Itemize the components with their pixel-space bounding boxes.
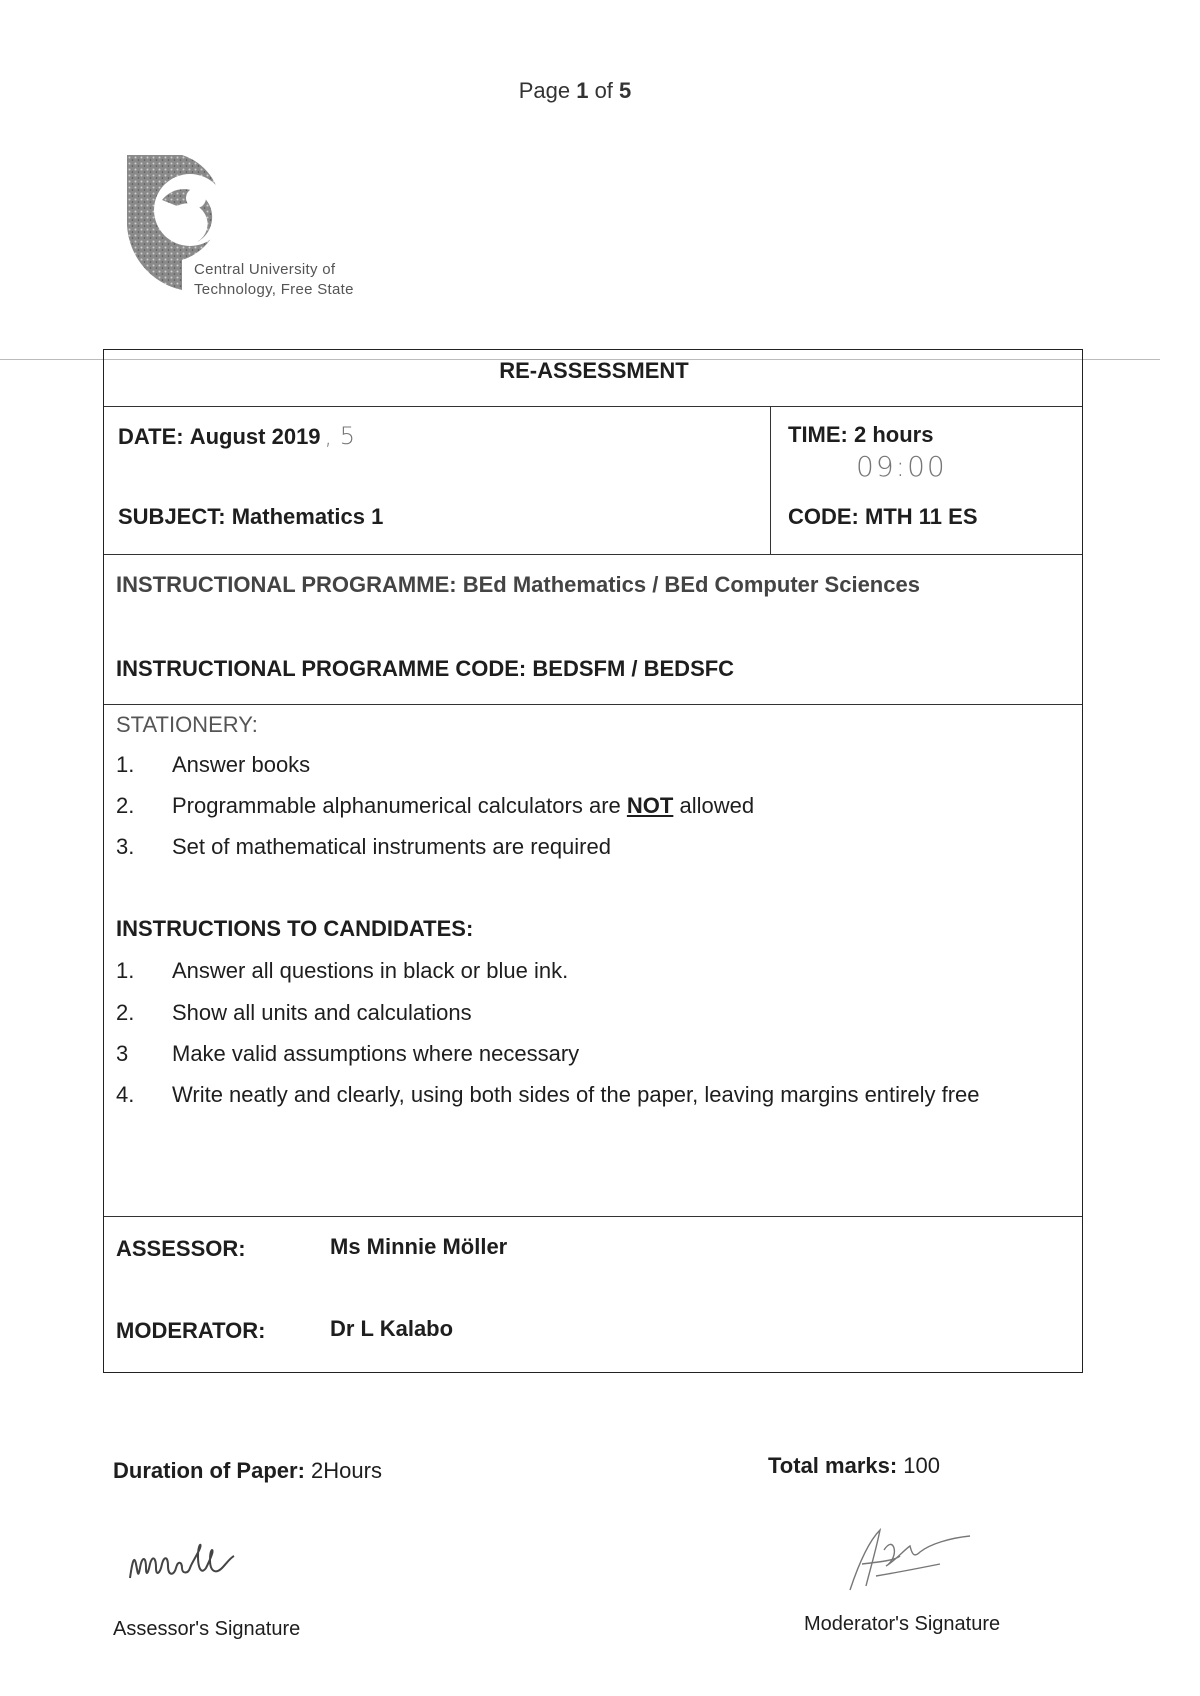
divider <box>104 406 1082 407</box>
university-logo <box>122 150 382 310</box>
list-item: 2. Show all units and calculations <box>116 1000 472 1025</box>
moderator-name: Dr L Kalabo <box>330 1316 454 1341</box>
instructions-heading: INSTRUCTIONS TO CANDIDATES: <box>116 916 474 941</box>
assessor-name: Ms Minnie Möller <box>330 1234 508 1259</box>
moderator-signature-label: Moderator's Signature <box>804 1613 1001 1635</box>
stationery-heading: STATIONERY: <box>116 712 258 737</box>
total-marks: Total marks: 100 <box>768 1453 941 1478</box>
assessor-label: ASSESSOR: <box>116 1236 246 1261</box>
time-field: TIME: 2 hours <box>788 422 934 447</box>
subject-field: SUBJECT: Mathematics 1 <box>118 504 384 529</box>
assessor-signature-label: Assessor's Signature <box>113 1618 301 1640</box>
date-field: DATE: August 2019 , 5 <box>118 422 356 450</box>
divider <box>104 1216 1082 1217</box>
list-item: 2. Programmable alphanumerical calculators are NOT allowed <box>116 793 755 818</box>
moderator-signature <box>840 1520 980 1600</box>
programme-field: INSTRUCTIONAL PROGRAMME: BEd Mathematics / BEd Computer Sciences <box>116 572 920 597</box>
time-handwritten: 09:00 <box>856 450 947 483</box>
column-divider <box>770 406 771 554</box>
list-item: 3. Set of mathematical instruments are required <box>116 834 611 859</box>
list-item: 1. Answer books <box>116 752 311 777</box>
code-field: CODE: MTH 11 ES <box>788 504 978 529</box>
re-assessment-title: RE-ASSESSMENT <box>499 358 689 383</box>
list-item: 1. Answer all questions in black or blue ink. <box>116 958 569 983</box>
divider <box>104 554 1082 555</box>
page-number: Page 1 of 5 <box>518 78 632 103</box>
university-name: Central University of Technology, Free State <box>194 261 354 298</box>
divider <box>104 704 1082 705</box>
list-item: 3 Make valid assumptions where necessary <box>116 1041 580 1066</box>
list-item: 4. Write neatly and clearly, using both sides of the paper, leaving margins entirely free <box>116 1082 980 1107</box>
moderator-label: MODERATOR: <box>116 1318 266 1343</box>
assessor-signature <box>126 1534 266 1594</box>
assessment-info-box <box>103 349 1083 1373</box>
date-handwritten: , 5 <box>324 422 356 450</box>
duration-of-paper: Duration of Paper: 2Hours <box>113 1458 382 1483</box>
programme-code-field: INSTRUCTIONAL PROGRAMME CODE: BEDSFM / BEDSFC <box>116 656 735 681</box>
